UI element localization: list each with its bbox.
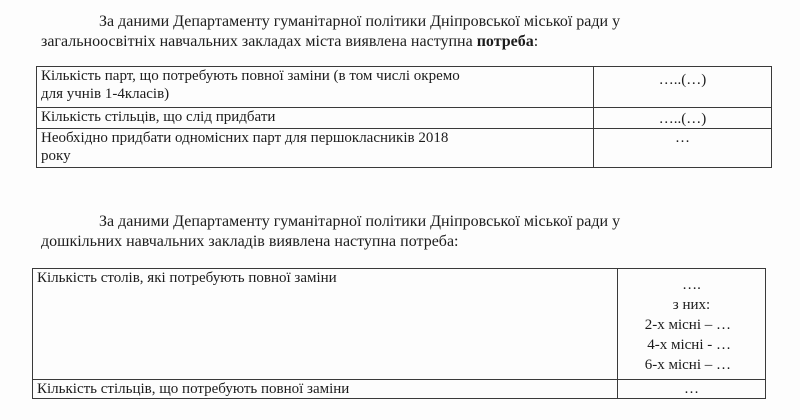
intro-line-1: За даними Департаменту гуманітарної політики Дніпровської міської ради у [99, 213, 621, 230]
row-label-single-desks [37, 129, 594, 168]
row-label-text: Кількість столів, які потребують повної заміни [37, 270, 337, 286]
row-value-desks [594, 67, 772, 108]
row-label-line: для учнів 1-4класів) [41, 86, 170, 102]
value-6-seat: 6-х місні – … [644, 357, 731, 373]
row-label-text: Кількість стільців, що потребують повної заміни [37, 381, 350, 397]
intro-line-2-colon: : [533, 33, 539, 50]
row-label-line: Кількість парт, що потребують повної заміни (в том числі окремо [41, 68, 460, 84]
row-label-line: Кількість стільців, що слід придбати [41, 109, 276, 125]
intro-line-1: За даними Департаменту гуманітарної політики Дніпровської міської ради у [99, 13, 621, 30]
row-value-single-desks [594, 129, 772, 168]
table-row [37, 108, 772, 129]
table-row [33, 269, 766, 380]
table-row [37, 129, 772, 168]
intro-line-2-bold: потреба [476, 33, 534, 50]
preschools-needs-table [32, 268, 766, 399]
row-value-text: …..(…) [658, 72, 707, 88]
row-value-preschool-chairs [618, 380, 766, 399]
row-label-preschool-chairs [33, 380, 618, 399]
intro-paragraph-preschools [41, 212, 763, 252]
row-value-tables [618, 269, 766, 380]
row-label-desks [37, 67, 594, 108]
row-value-text: … [684, 381, 699, 397]
value-sub-header: з них: [672, 297, 711, 313]
value-2-seat: 2-х місні – … [644, 317, 731, 333]
row-value-chairs [594, 108, 772, 129]
row-label-chairs [37, 108, 594, 129]
row-value-text: … [675, 130, 690, 146]
intro-paragraph-schools [41, 12, 763, 52]
row-value-text: …..(…) [658, 111, 707, 127]
value-4-seat: 4-х місні - … [647, 337, 731, 353]
intro-line-2: дошкільних навчальних закладів виявлена наступна потреба: [41, 233, 459, 250]
value-total: …. [682, 277, 701, 293]
table-row [33, 380, 766, 399]
row-label-line: Необхідно придбати одномісних парт для першокласників 2018 [41, 130, 449, 146]
intro-line-2 [41, 32, 763, 52]
row-label-tables [33, 269, 618, 380]
intro-line-2-text: загальноосвітніх навчальних закладах міста виявлена наступна [41, 33, 477, 50]
table-row [37, 67, 772, 108]
schools-needs-table [36, 66, 772, 168]
row-label-line: року [41, 148, 71, 164]
